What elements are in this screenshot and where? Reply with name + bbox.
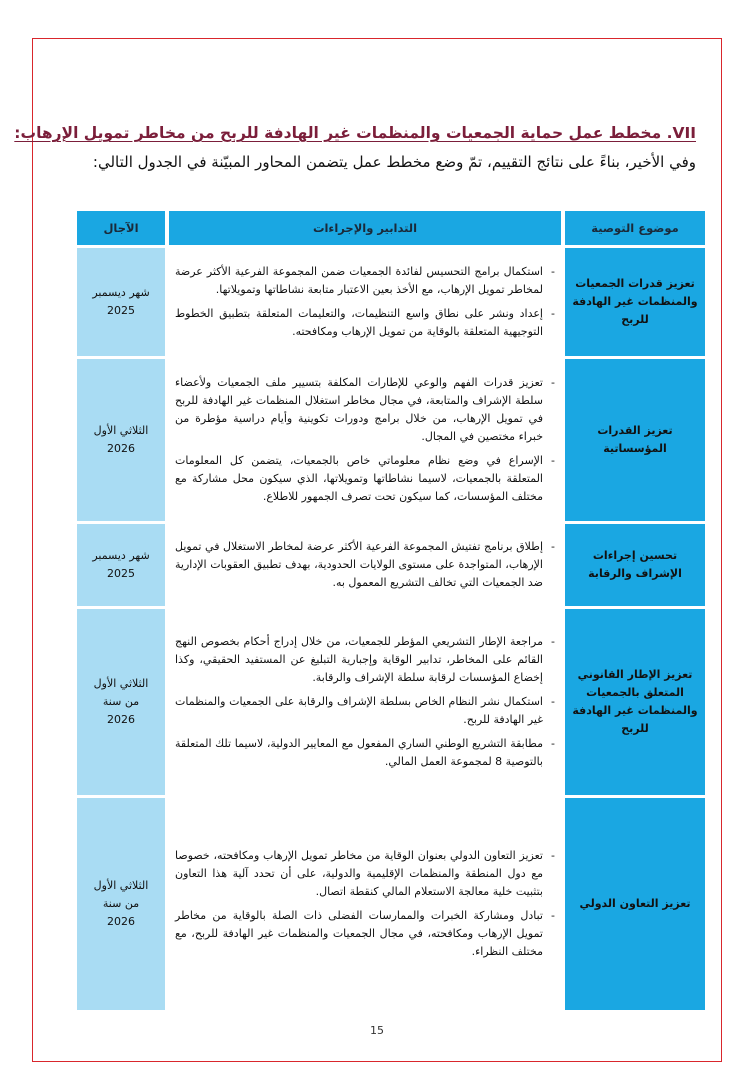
topic-cell: تحسين إجراءات الإشراف والرقابة: [565, 524, 705, 606]
measure-item: - استكمال نشر النظام الخاص بسلطة الإشراف والرقابة على الجمعيات والمنظمات غير الهادفة للربح.: [175, 693, 555, 729]
deadline-cell: [77, 359, 165, 521]
measure-item: - مطابقة التشريع الوطني الساري المفعول مع المعايير الدولية، لاسيما تلك المتعلقة بالتوصية 8 لمجموعة العمل المالي.: [175, 735, 555, 771]
header-topic: موضوع التوصية: [565, 211, 705, 245]
deadline-cell: [77, 524, 165, 606]
deadline-line: 2025: [107, 304, 135, 317]
measure-item: - تبادل ومشاركة الخبرات والممارسات الفضلى ذات الصلة بالوقاية من مخاطر تمويل الإرهاب ومكافحته، في مجال الجمعيات والمنظمات غير الهادفة للربح، مع مختلف النظراء.: [175, 907, 555, 961]
topic-cell: تعزيز الإطار القانوني المتعلق بالجمعيات والمنظمات غير الهادفة للربح: [565, 609, 705, 795]
measure-item: - استكمال برامج التحسيس لفائدة الجمعيات ضمن المجموعة الفرعية الأكثر عرضة لمخاطر تمويل الإرهاب، مع الأخذ بعين الاعتبار متابعة نشاطاتها وتمويلاتها.: [175, 263, 555, 299]
measures-cell: [169, 359, 561, 521]
topic-cell: تعزيز التعاون الدولي: [565, 798, 705, 1010]
measures-cell: [169, 609, 561, 795]
action-plan-table: [73, 208, 709, 1013]
intro-paragraph: وفي الأخير، بناءً على نتائج التقييم، تمّ وضع مخطط عمل يتضمن المحاور المبيّنة في الجدول التالي:: [92, 153, 696, 171]
deadline-line: 2026: [107, 915, 135, 928]
table-row: [77, 248, 705, 356]
deadline-line: الثلاثي الأول: [93, 879, 149, 892]
measures-cell: [169, 524, 561, 606]
measure-item: - إطلاق برنامج تفتيش المجموعة الفرعية الأكثر عرضة لمخاطر الاستغلال في تمويل الإرهاب، المتواجدة على مستوى الولايات الحدودية، بهدف تطبيق العقوبات الإدارية ضد الجمعيات التي تخالف التشريع المعمول به.: [175, 538, 555, 592]
table-row: [77, 524, 705, 606]
measure-item: - تعزيز قدرات الفهم والوعي للإطارات المكلفة بتسيير ملف الجمعيات ولأعضاء سلطة الإشراف والمتابعة، في مجال مخاطر استغلال المنظمات غير الهادفة للربح في تمويل الإرهاب، من خلال برامج ودورات تكوينية وأيام دراسية مؤطرة من خبراء مختصين في المجال.: [175, 374, 555, 446]
deadline-cell: [77, 609, 165, 795]
deadline-line: 2025: [107, 567, 135, 580]
table-row: [77, 359, 705, 521]
page-number: 15: [370, 1024, 384, 1037]
header-deadline: الآجال: [77, 211, 165, 245]
deadline-line: الثلاثي الأول: [93, 424, 149, 437]
deadline-line: من سنة: [102, 695, 140, 708]
deadline-line: الثلاثي الأول: [93, 677, 149, 690]
measure-item: - الإسراع في وضع نظام معلوماتي خاص بالجمعيات، يتضمن كل المعلومات المتعلقة بالجمعيات، لاسيما نشاطاتها وتمويلاتها، الذي سيكون محل مشاركة مع مختلف المؤسسات، كما سيكون تحت تصرف الجمهور للاطلاع.: [175, 452, 555, 506]
deadline-cell: [77, 798, 165, 1010]
deadline-cell: [77, 248, 165, 356]
topic-cell: تعزيز القدرات المؤسساتية: [565, 359, 705, 521]
section-heading: VII. مخطط عمل حماية الجمعيات والمنظمات غير الهادفة للربح من مخاطر تمويل الإرهاب:: [14, 124, 696, 142]
deadline-line: شهر ديسمبر: [92, 549, 150, 562]
measure-item: - تعزيز التعاون الدولي بعنوان الوقاية من مخاطر تمويل الإرهاب ومكافحته، خصوصا مع دول المنطقة والمنظمات الإقليمية والدولية، على أن تحدد آلية هذا التعاون بتثبيت خلية معالجة الاستعلام المالي كنقطة اتصال.: [175, 847, 555, 901]
table-row: [77, 609, 705, 795]
deadline-line: 2026: [107, 442, 135, 455]
topic-cell: تعزيز قدرات الجمعيات والمنظمات غير الهادفة للربح: [565, 248, 705, 356]
header-measures: التدابير والإجراءات: [169, 211, 561, 245]
deadline-line: 2026: [107, 713, 135, 726]
measure-item: - مراجعة الإطار التشريعي المؤطر للجمعيات، من خلال إدراج أحكام بخصوص النهج القائم على المخاطر، تدابير الوقاية وإجبارية التبليغ عن المستفيد الحقيقي، وكذا إخضاع المؤسسات لرقابة سلطة الإشراف والرقابة.: [175, 633, 555, 687]
table-header-row: [77, 211, 705, 245]
measures-cell: [169, 248, 561, 356]
table-row: [77, 798, 705, 1010]
deadline-line: من سنة: [102, 897, 140, 910]
deadline-line: شهر ديسمبر: [92, 286, 150, 299]
measures-cell: [169, 798, 561, 1010]
measure-item: - إعداد ونشر على نطاق واسع التنظيمات، والتعليمات المتعلقة بتطبيق الخطوط التوجيهية المتعلقة بالوقاية من تمويل الإرهاب ومكافحته.: [175, 305, 555, 341]
